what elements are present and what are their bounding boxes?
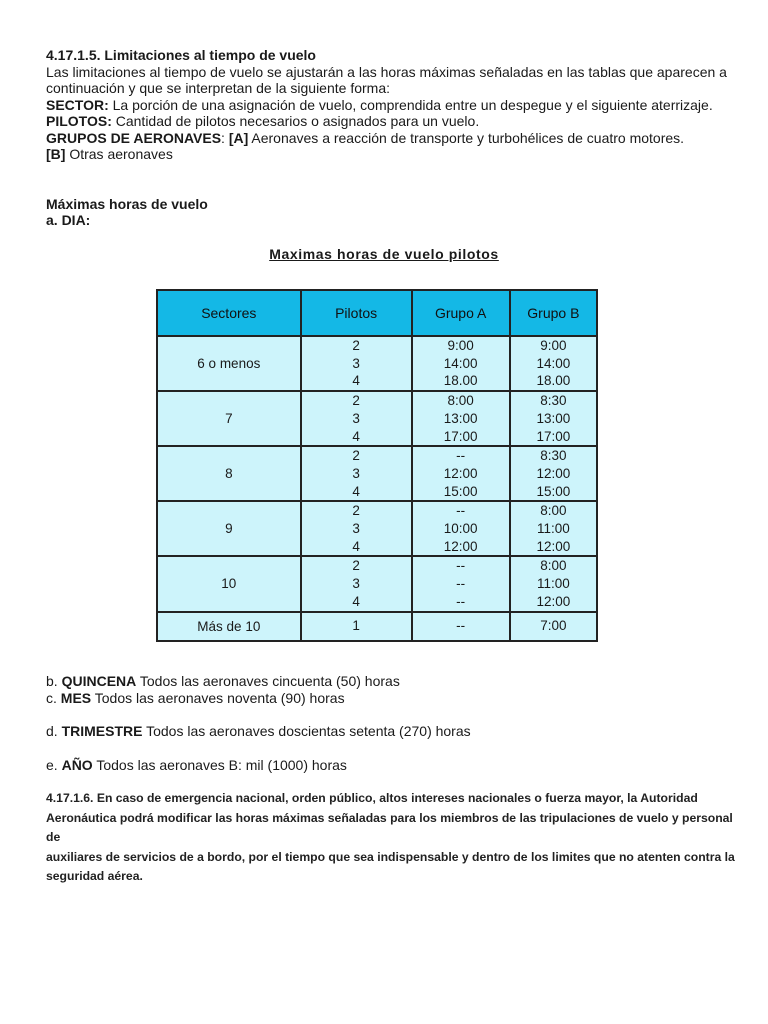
cell-value: 12:00: [536, 538, 571, 554]
period-text: Todos las aeronaves doscientas setenta (270) horas: [142, 723, 471, 739]
cell-value: 8:00: [540, 503, 567, 519]
period-prefix: c.: [46, 689, 61, 706]
cell-value: 4: [352, 483, 360, 499]
final-paragraph: [46, 789, 736, 887]
header-grupo-b: Grupo B: [510, 290, 597, 336]
cell-value: 4: [352, 373, 360, 389]
header-sectores: Sectores: [157, 290, 301, 336]
intro-line-1: Las limitaciones al tiempo de vuelo se ajustarán a las horas máximas señaladas en las tablas que aparecen a: [46, 63, 727, 80]
period-term: QUINCENA: [61, 673, 137, 689]
subheading-title: Máximas horas de vuelo: [46, 195, 208, 212]
cell-value: 8:30: [540, 393, 567, 409]
definition-b: [46, 146, 736, 163]
cell-value: 4: [352, 593, 360, 609]
cell-value: 17:00: [536, 428, 571, 444]
final-line: auxiliares de servicios de a bordo, por el tiempo que sea indispensable y dentro de los limites que no atenten contra la: [46, 849, 735, 864]
cell-value: 12:00: [443, 538, 478, 554]
section-title: 4.17.1.5. Limitaciones al tiempo de vuelo: [46, 47, 316, 63]
period-prefix: b.: [46, 673, 62, 689]
intro-line-2: continuación y que se interpretan de la siguiente forma:: [46, 80, 390, 96]
cell-value: 10:00: [443, 521, 478, 537]
cell-value: 14:00: [443, 355, 478, 371]
cell-value: 11:00: [536, 576, 570, 592]
final-line: 4.17.1.6. En caso de emergencia nacional, orden público, altos intereses nacionales o fuerza mayor, la Autoridad: [46, 791, 698, 805]
cell-value: 2: [352, 338, 360, 353]
period-trimestre: [46, 723, 736, 740]
definition-text: Aeronaves a reacción de transporte y turbohélices de cuatro motores.: [248, 129, 685, 146]
cell-value: 3: [352, 465, 360, 481]
definition-term: GRUPOS DE AERONAVES: [46, 129, 222, 146]
cell-sector: 9: [157, 501, 301, 556]
cell-value: 15:00: [536, 483, 571, 499]
table-row: [157, 446, 597, 501]
cell-value: 17:00: [443, 428, 478, 444]
cell-value: --: [456, 558, 466, 574]
cell-value: 14:00: [536, 355, 571, 371]
definition-sector: [46, 97, 736, 114]
period-text: Todos las aeronaves B: mil (1000) horas: [92, 756, 347, 773]
period-term: AÑO: [61, 756, 93, 773]
cell-grupo-a: [412, 391, 510, 446]
definition-text: :: [221, 129, 229, 146]
cell-grupo-b: [510, 391, 597, 446]
cell-value: --: [456, 448, 466, 464]
cell-value: 8:00: [447, 393, 474, 409]
cell-value: 18.00: [443, 373, 478, 389]
cell-grupo-b: [510, 501, 597, 556]
cell-sector: Más de 10: [157, 612, 301, 641]
period-text: Todos las aeronaves noventa (90) horas: [91, 689, 345, 706]
cell-value: 3: [352, 521, 360, 537]
cell-pilotos: [301, 501, 412, 556]
cell-sector: 6 o menos: [157, 336, 301, 391]
cell-value: 2: [352, 503, 360, 519]
cell-sector: 8: [157, 446, 301, 501]
cell-value: 2: [352, 558, 360, 574]
cell-value: 13:00: [443, 410, 478, 426]
cell-value: 12:00: [536, 465, 571, 481]
table-row: [157, 556, 597, 611]
header-grupo-a: Grupo A: [412, 290, 510, 336]
cell-value: 15:00: [443, 483, 478, 499]
header-pilotos: Pilotos: [301, 290, 412, 336]
definition-grupos: [46, 130, 736, 147]
cell-grupo-a: [412, 336, 510, 391]
table-row: [157, 336, 597, 391]
cell-value: 9:00: [447, 338, 474, 353]
cell-value: 3: [352, 576, 360, 592]
definition-term: PILOTOS:: [46, 113, 112, 129]
cell-grupo-b: [510, 446, 597, 501]
flight-hours-table: [156, 289, 598, 642]
cell-value: 1: [352, 618, 360, 634]
period-quincena: [46, 673, 736, 690]
cell-value: 9:00: [540, 338, 567, 353]
cell-value: 2: [352, 448, 360, 464]
table-header-row: [157, 290, 597, 336]
cell-value: 12:00: [443, 465, 478, 481]
final-line: seguridad aérea.: [46, 869, 143, 883]
period-term: TRIMESTRE: [61, 723, 143, 739]
subheading: [46, 196, 736, 229]
cell-pilotos: [301, 556, 412, 611]
document: [46, 47, 736, 883]
period-term: MES: [60, 689, 92, 706]
cell-value: 13:00: [536, 410, 571, 426]
definition-text: Cantidad de pilotos necesarios o asignados para un vuelo.: [111, 113, 480, 129]
cell-value: --: [456, 503, 466, 519]
period-prefix: e.: [46, 756, 62, 773]
definition-term: SECTOR:: [46, 96, 109, 113]
cell-value: 4: [352, 428, 360, 444]
subheading-day: a. DIA:: [46, 212, 91, 228]
definition-term: [A]: [228, 129, 249, 146]
cell-grupo-a: [412, 446, 510, 501]
cell-value: 3: [352, 355, 360, 371]
period-prefix: d.: [46, 723, 62, 739]
cell-grupo-b: [510, 612, 597, 641]
cell-value: --: [456, 618, 466, 634]
period-text: Todos las aeronaves cincuenta (50) horas: [136, 673, 400, 689]
cell-sector: 7: [157, 391, 301, 446]
cell-grupo-b: [510, 336, 597, 391]
cell-pilotos: [301, 391, 412, 446]
cell-value: --: [456, 576, 466, 592]
cell-grupo-a: [412, 556, 510, 611]
cell-value: 8:30: [540, 448, 567, 464]
cell-sector: 10: [157, 556, 301, 611]
cell-grupo-b: [510, 556, 597, 611]
cell-grupo-a: [412, 612, 510, 641]
cell-value: 3: [352, 410, 360, 426]
cell-value: 7:00: [540, 618, 567, 634]
table-row: [157, 391, 597, 446]
cell-pilotos: [301, 336, 412, 391]
definition-text: Otras aeronaves: [65, 146, 173, 162]
period-mes: [46, 690, 736, 707]
period-ano: [46, 757, 736, 774]
cell-value: 2: [352, 393, 360, 409]
final-line: Aeronáutica podrá modificar las horas máximas señaladas para los miembros de las tripulaciones de vuelo y personal de: [46, 810, 733, 844]
cell-value: 11:00: [536, 521, 570, 537]
definition-term: [B]: [46, 146, 66, 162]
table-row: [157, 501, 597, 556]
cell-value: 8:00: [540, 558, 567, 574]
definition-text: La porción de una asignación de vuelo, comprendida entre un despegue y el siguiente aterrizaje.: [108, 96, 713, 113]
cell-value: --: [456, 593, 466, 609]
periods: [46, 673, 736, 773]
cell-value: 4: [352, 538, 360, 554]
table-row: [157, 612, 597, 641]
cell-value: 12:00: [536, 593, 571, 609]
cell-pilotos: [301, 612, 412, 641]
cell-pilotos: [301, 446, 412, 501]
cell-grupo-a: [412, 501, 510, 556]
cell-value: 18.00: [536, 373, 571, 389]
definition-pilotos: [46, 113, 736, 130]
table-title: Maximas horas de vuelo pilotos: [269, 246, 499, 262]
